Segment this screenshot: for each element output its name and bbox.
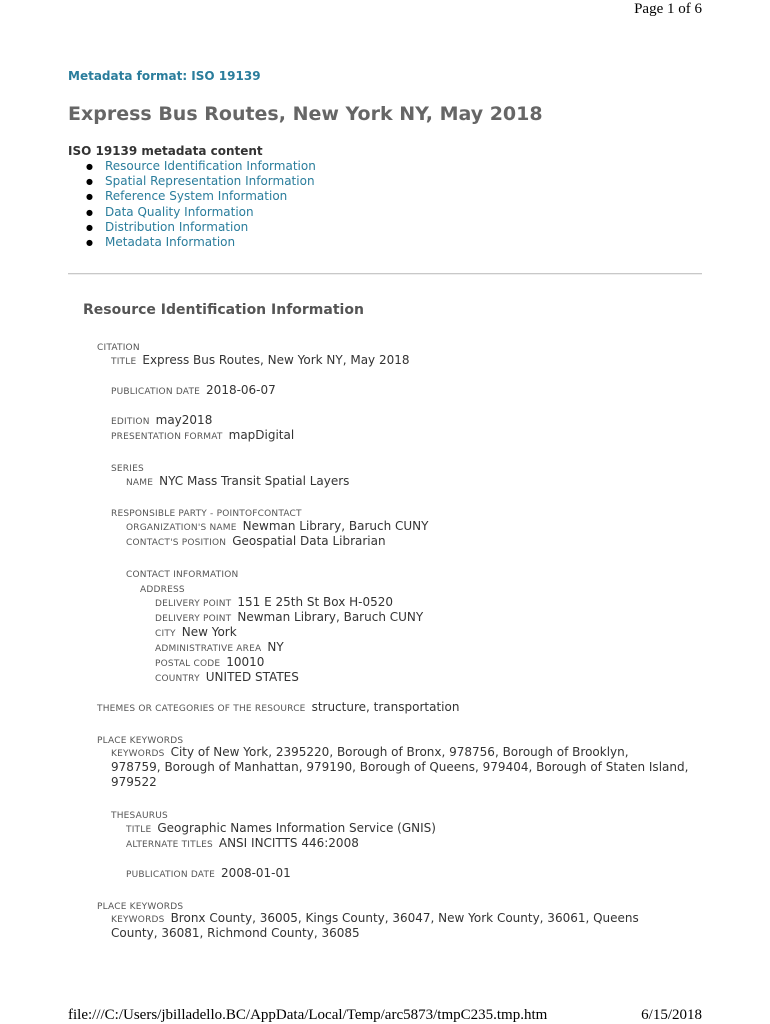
field-label: PUBLICATION DATE [111,387,201,397]
citation-title-value: Express Bus Routes, New York NY, May 2018 [142,353,410,367]
thesaurus-label: THESAURUS [111,811,168,821]
organization-row [126,519,428,533]
field-label: EDITION [111,417,150,427]
contact-information-label: CONTACT INFORMATION [126,570,239,580]
toc-link-metadata[interactable]: ● Metadata Information [86,235,316,250]
citation-title-row [111,353,410,367]
thesaurus-title-value: Geographic Names Information Service (GNIS) [157,821,436,835]
field-label: PUBLICATION DATE [126,870,216,880]
keywords-row [111,911,639,925]
city-value: New York [181,625,237,639]
contact-position-value: Geospatial Data Librarian [232,534,386,548]
country-row [155,670,299,684]
delivery-point-row [155,610,423,624]
toc-link-resource-identification[interactable]: ● Resource Identification Information [86,159,316,174]
field-label: PRESENTATION FORMAT [111,432,223,442]
thesaurus-publication-date-value: 2008-01-01 [221,866,291,880]
field-label: ORGANIZATION'S NAME [126,523,237,533]
footer-file-path: file:///C:/Users/jbilladello.BC/AppData/Local/Temp/arc5873/tmpC235.tmp.htm [68,1007,548,1023]
footer-date: 6/15/2018 [641,1007,702,1023]
city-row [155,625,237,639]
field-label: DELIVERY POINT [155,599,232,609]
metadata-format-label: Metadata format: ISO 19139 [68,69,261,83]
field-label: DELIVERY POINT [155,614,232,624]
field-label: NAME [126,478,154,488]
toc-link-reference-system[interactable]: ● Reference System Information [86,189,316,204]
page-number: Page 1 of 6 [634,1,702,17]
administrative-area-value: NY [267,640,284,654]
toc-link-data-quality[interactable]: ● Data Quality Information [86,205,316,220]
section-title: Resource Identification Information [83,302,364,318]
presentation-format-row [111,428,294,442]
field-label: COUNTRY [155,674,200,684]
delivery-point-value: 151 E 25th St Box H-0520 [237,595,394,609]
organization-value: Newman Library, Baruch CUNY [242,519,429,533]
presentation-format-value: mapDigital [228,428,295,442]
edition-value: may2018 [155,413,213,427]
toc-link-spatial-representation[interactable]: ● Spatial Representation Information [86,174,316,189]
place-keywords-label: PLACE KEYWORDS [97,736,184,746]
section-divider [68,273,702,275]
field-label: TITLE [111,357,137,367]
field-label: ADMINISTRATIVE AREA [155,644,262,654]
field-label: THEMES OR CATEGORIES OF THE RESOURCE [97,704,306,714]
address-label: ADDRESS [140,585,185,595]
keywords-value-continued: 978759, Borough of Manhattan, 979190, Borough of Queens, 979404, Borough of Staten Island, 979522 [111,760,689,790]
postal-code-row [155,655,264,669]
responsible-party-label: RESPONSIBLE PARTY - POINTOFCONTACT [111,509,302,519]
thesaurus-title-row [126,821,436,835]
field-label: ALTERNATE TITLES [126,840,213,850]
publication-date-row [111,383,276,397]
keywords-row [111,745,629,759]
field-label: POSTAL CODE [155,659,221,669]
citation-label: CITATION [97,343,140,353]
field-label: TITLE [126,825,152,835]
series-name-row [126,474,349,488]
keywords-value-continued: County, 36081, Richmond County, 36085 [111,926,360,940]
place-keywords-label: PLACE KEYWORDS [97,902,184,912]
field-label: CITY [155,629,176,639]
alternate-titles-row [126,836,359,850]
country-value: UNITED STATES [205,670,299,684]
toc-list [86,159,316,250]
series-label: SERIES [111,464,144,474]
series-name-value: NYC Mass Transit Spatial Layers [159,474,350,488]
delivery-point-row [155,595,393,609]
themes-value: structure, transportation [311,700,460,714]
thesaurus-publication-date-row [126,866,291,880]
keywords-value: City of New York, 2395220, Borough of Bronx, 978756, Borough of Brooklyn, [170,745,629,759]
field-label: KEYWORDS [111,915,165,925]
keywords-value: Bronx County, 36005, Kings County, 36047, New York County, 36061, Queens [170,911,639,925]
delivery-point-value: Newman Library, Baruch CUNY [237,610,424,624]
postal-code-value: 10010 [226,655,265,669]
contact-position-row [126,534,386,548]
administrative-area-row [155,640,284,654]
edition-row [111,413,212,427]
publication-date-value: 2018-06-07 [206,383,276,397]
themes-row [97,700,459,714]
field-label: CONTACT'S POSITION [126,538,227,548]
document-title: Express Bus Routes, New York NY, May 2018 [68,103,543,125]
alternate-titles-value: ANSI INCITTS 446:2008 [218,836,359,850]
field-label: KEYWORDS [111,749,165,759]
toc-heading: ISO 19139 metadata content [68,144,263,158]
toc-link-distribution[interactable]: ● Distribution Information [86,220,316,235]
